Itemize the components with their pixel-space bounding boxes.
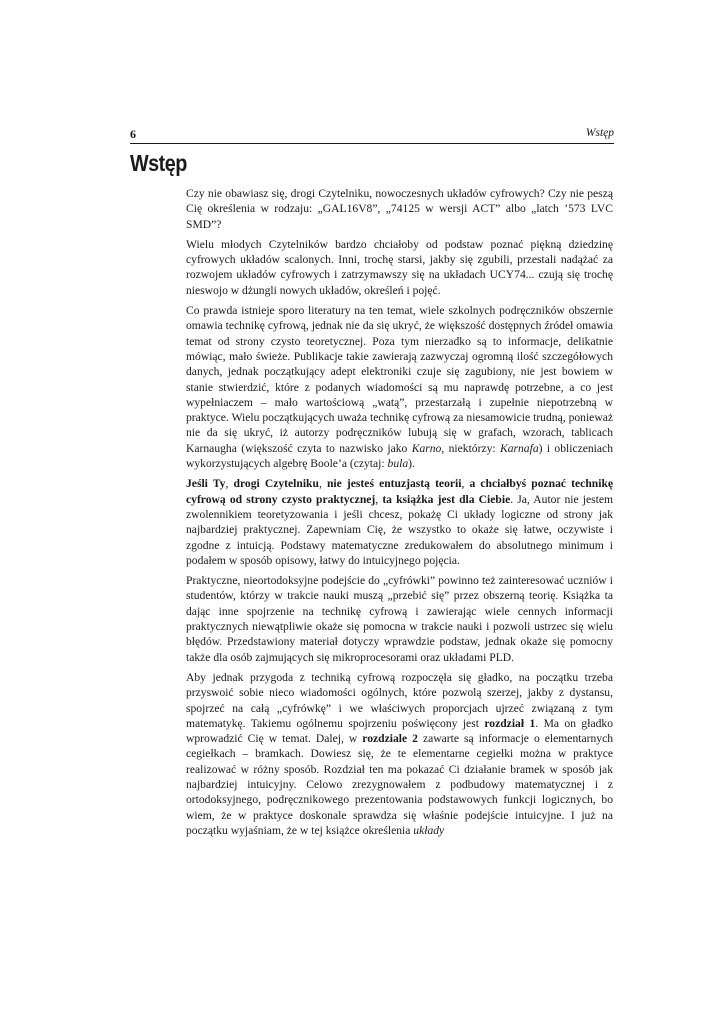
page-header	[130, 127, 614, 144]
body-text	[186, 186, 613, 843]
paragraph-6	[186, 670, 613, 838]
italic-run: Karnafa	[499, 441, 539, 455]
paragraph-1	[186, 186, 613, 232]
text-run: zawarte są informacje o elementarnych cegiełkach – bramkach. Dowiesz się, że te elementarne cegiełki można w praktyce realizować w różny sposób. Rozdział ten ma pokazać Ci działanie bramek w sposób jak najbardziej intuicyjny. Celowo zrezygnowałem z podbudowy matematycznej i z ortodoksyjnego, podręcznikowego prezentowania podstawowych funkcji logicznych, bo wiem, że w praktyce doskonale sprawdza się właśnie podejście intuicyjne. I już na początku wyjaśniam, że w tej książce określenia	[186, 732, 614, 837]
chapter-title: Wstęp	[130, 150, 187, 176]
bold-run: ta książka jest dla Ciebie	[382, 492, 511, 506]
text-run: ,	[375, 492, 383, 506]
italic-run: układy	[413, 823, 445, 837]
text-run: . Ja, Autor nie jestem zwolennikiem teoretyzowania i jeśli chcesz, pokażę Ci układy logiczne od strony jak najbardziej praktycznej. Zapewniam Cię, że wszystko to okaże się łatwe, oczywiste i zgodne z intuicją. Podstawy matematyczne zredukowałem do absolutnego minimum i podałem w sposób opisowy, łatwy do intuicyjnego pojęcia.	[186, 492, 613, 567]
text-run: ,	[318, 477, 327, 491]
text-run: , niektórzy:	[441, 441, 500, 455]
italic-run: Karno	[411, 441, 442, 455]
bold-run: a chciałbyś poznać technikę cyfrową od strony czysto praktycznej	[186, 477, 614, 506]
text-run: ,	[461, 477, 470, 491]
text-run: ).	[408, 457, 415, 471]
paragraph-3	[186, 303, 613, 471]
text-run: Co prawda istnieje sporo literatury na ten temat, wiele szkolnych podręczników obszernie omawia technikę cyfrową, jednak nie da się ukryć, że większość dostępnych źródeł omawia temat od strony czysto teoretycznej. Poza tym nierzadko są to informacje, delikatnie mówiąc, mało świeże. Publikacje takie zawierają zazwyczaj ogromną ilość szczegółowych danych, jednak początkujący adept elektroniki czuje się zagubiony, nie jest bowiem w stanie stwierdzić, które z podanych wiadomości są mu naprawdę potrzebne, a co jest wypełniaczem – mało wartościową „watą”, przestarzałą i zupełnie niepotrzebną w praktyce. Wielu początkujących uważa technikę cyfrową za niesamowicie trudną, ponieważ nie da się ukryć, iż autorzy podręczników lubują się w grafach, wzorach, tablicach Karnaugha (większość czyta to nazwisko jako	[186, 304, 613, 455]
bold-run: rozdział 1	[484, 716, 536, 730]
bold-run: Jeśli Ty	[186, 477, 226, 491]
page-number: 6	[130, 127, 136, 141]
bold-run: drogi Czytelniku	[233, 477, 319, 491]
paragraph-text: Wielu młodych Czytelników bardzo chciałoby od podstaw poznać piękną dziedzinę cyfrowych układów scalonych. Inni, trochę starsi, jakby się zgubili, przestali nadążać za rozwojem układów cyfrowych i zatrzymawszy się na układach UCY74... czują się trochę nieswojo w dżungli nowych układów, określeń i pojęć.	[186, 237, 613, 297]
paragraph-2	[186, 237, 613, 298]
text-run: ,	[225, 477, 234, 491]
paragraph-text: Praktyczne, nieortodoksyjne podejście do „cyfrówki” powinno też zainteresować uczniów i studentów, którzy w trakcie nauki muszą „przebić się” przez obszerną teorię. Książka ta dając inne spojrzenie na technikę cyfrową i zawierając wiele cennych informacji praktycznych niewątpliwie okaże się pomocna w trakcie nauki i pozwoli ustrzec się wielu błędów. Przedstawiony materiał dotyczy wprawdzie podstaw, jednak okaże się pomocny także dla osób zajmujących się mikroprocesorami oraz układami PLD.	[186, 574, 613, 664]
paragraph-text: Czy nie obawiasz się, drogi Czytelniku, nowoczesnych układów cyfrowych? Czy nie peszą Cię określenia w rodzaju: „GAL16V8”, „74125 w wersji ACT” albo „latch ’573 LVC SMD”?	[186, 187, 613, 231]
bold-run: rozdziale 2	[362, 732, 418, 746]
text-run: ) i obliczeniach wykorzystujących algebrę Boole’a (czytaj:	[186, 441, 613, 471]
bold-run: nie jesteś entuzjastą teorii	[326, 477, 462, 491]
paragraph-4	[186, 476, 613, 568]
paragraph-5	[186, 573, 613, 665]
text-run: . Ma on gładko wprowadzić Cię w temat. Dalej, w	[186, 716, 613, 746]
running-head: Wstęp	[585, 127, 614, 139]
italic-run: bula	[387, 457, 409, 471]
text-run: Aby jednak przygoda z techniką cyfrową rozpoczęła się gładko, na początku trzeba przyswoić sobie nieco wiadomości ogólnych, które pozwolą szerzej, jakby z dystansu, spojrzeć na całą „cyfrówkę” i we właściwych proporcjach ujrzeć związaną z tym matematykę. Takiemu ogólnemu spojrzeniu poświęcony jest	[186, 670, 613, 730]
